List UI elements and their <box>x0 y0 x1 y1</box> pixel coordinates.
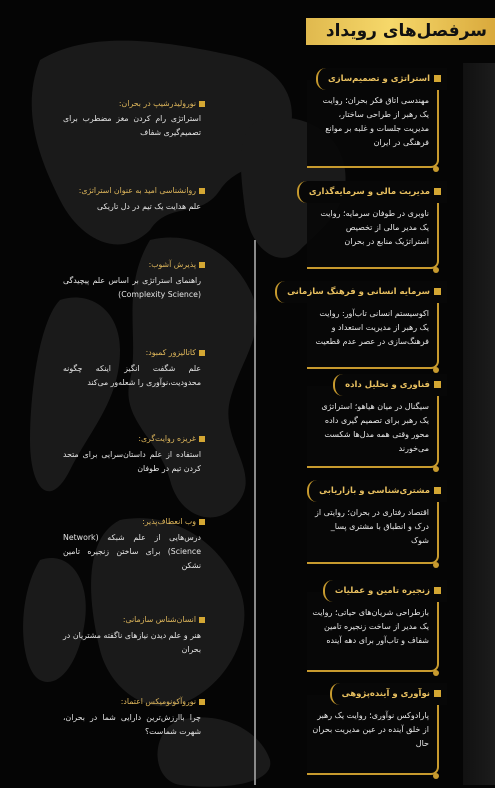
left-session-title: نورولیدرشیپ در بحران: <box>119 99 205 108</box>
right-session-title: استراتژی و تصمیم‌سازی <box>316 68 447 90</box>
left-session-title: غریزه روایت‌گری: <box>138 434 205 443</box>
right-edge-strip <box>463 63 495 785</box>
left-session-title: کاتالیزور کمبود: <box>146 348 205 357</box>
left-session-text: علم هدایت یک تیم در دل تاریکی <box>96 202 201 211</box>
bullet-icon <box>199 699 205 705</box>
right-session-text: بازطراحی شریان‌های حیاتی؛ روایت یک مدیر از ساخت زنجیره تامین شفاف و تاب‌آور برای دهه آینده <box>312 608 429 645</box>
bullet-icon <box>199 262 205 268</box>
bullet-icon <box>434 288 441 295</box>
right-session-card <box>307 386 439 468</box>
right-session-text: اقتصاد رفتاری در بحران؛ روایتی از درک و انطباق با مشتری پسا_ شوک <box>315 508 429 545</box>
right-session-text: ناوبری در طوفان سرمایه؛ روایت یک مدیر مالی از تخصیص استراتژیک منابع در بحران <box>320 209 429 246</box>
right-session-card <box>307 592 439 672</box>
right-session-text: مهندسی اتاق فکر بحران؛ روایت یک رهبر از طراحی ساختار، مدیریت جلسات و غلبه بر موانع فرهنگی در ایران <box>322 96 429 147</box>
right-session-text: پارادوکس نوآوری؛ روایت یک رهبر از خلق آینده در عین مدیریت بحران حال <box>312 711 429 748</box>
left-session-title: پذیرش آشوب: <box>149 260 205 269</box>
bullet-icon <box>199 350 205 356</box>
right-session-text: اکوسیستم انسانی تاب‌آور: روایت یک رهبر از مدیریت استعداد و فرهنگ‌سازی در عصر عدم قطعیت <box>315 309 429 346</box>
bullet-icon <box>199 188 205 194</box>
left-session-text: درس‌هایی از علم شبکه (Network Science) برای ساختن زنجیره تامین نشکن <box>63 533 201 570</box>
left-session-text: چرا باارزش‌ترین دارایی شما در بحران، شهرت شماست؟ <box>63 713 201 736</box>
page-title: سرفصل‌های رویداد <box>325 21 487 41</box>
title-banner <box>306 18 495 45</box>
bullet-icon <box>199 519 205 525</box>
left-session-text: استفاده از علم داستان‌سرایی برای متحد کردن تیم در طوفان <box>63 450 201 473</box>
left-session-text: استراتژی رام کردن مغز مضطرب برای تصمیم‌گیری شفاف <box>63 114 201 137</box>
right-session-card <box>307 193 439 269</box>
bullet-icon <box>199 436 205 442</box>
left-session-title: انسان‌شناس سازمانی: <box>123 615 205 624</box>
right-session-card <box>307 80 439 168</box>
bullet-icon <box>434 487 441 494</box>
left-session-title: وب انعطاف‌پذیر: <box>142 517 205 526</box>
right-session-title: فناوری و تحلیل داده <box>333 374 447 396</box>
right-session-title: سرمایه انسانی و فرهنگ سازمانی <box>275 281 447 303</box>
right-session-text: سیگنال در میان هیاهو؛ استراتژی یک رهبر برای تصمیم گیری داده محور وقتی همه مدل‌ها شکست می‌خورند <box>321 402 429 453</box>
left-session-text: علم شگفت انگیز اینکه چگونه محدودیت،نوآوری را شعله‌ور می‌کند <box>63 364 201 387</box>
bullet-icon <box>434 75 441 82</box>
left-session-text: راهنمای استراتژی بر اساس علم پیچیدگی (Complexity Science) <box>63 276 201 299</box>
bullet-icon <box>434 587 441 594</box>
right-session-card <box>307 492 439 564</box>
right-session-title: زنجیره تامین و عملیات <box>323 580 447 602</box>
timeline-divider <box>254 240 256 785</box>
right-session-title: نوآوری و آینده‌پژوهی <box>330 683 447 705</box>
right-session-title: مشتری‌شناسی و بازاریابی <box>307 480 447 502</box>
right-session-card <box>307 695 439 775</box>
bullet-icon <box>434 690 441 697</box>
right-session-card <box>307 293 439 369</box>
bullet-icon <box>434 188 441 195</box>
left-session-text: هنر و علم دیدن نیازهای ناگفته مشتریان در بحران <box>63 631 201 654</box>
left-session-title: نوروآکونومیکس اعتماد: <box>121 697 205 706</box>
bullet-icon <box>199 617 205 623</box>
left-session-title: روانشناسی امید به عنوان استراتژی: <box>79 186 205 195</box>
right-session-title: مدیریت مالی و سرمایه‌گذاری <box>297 181 447 203</box>
bullet-icon <box>199 101 205 107</box>
bullet-icon <box>434 381 441 388</box>
